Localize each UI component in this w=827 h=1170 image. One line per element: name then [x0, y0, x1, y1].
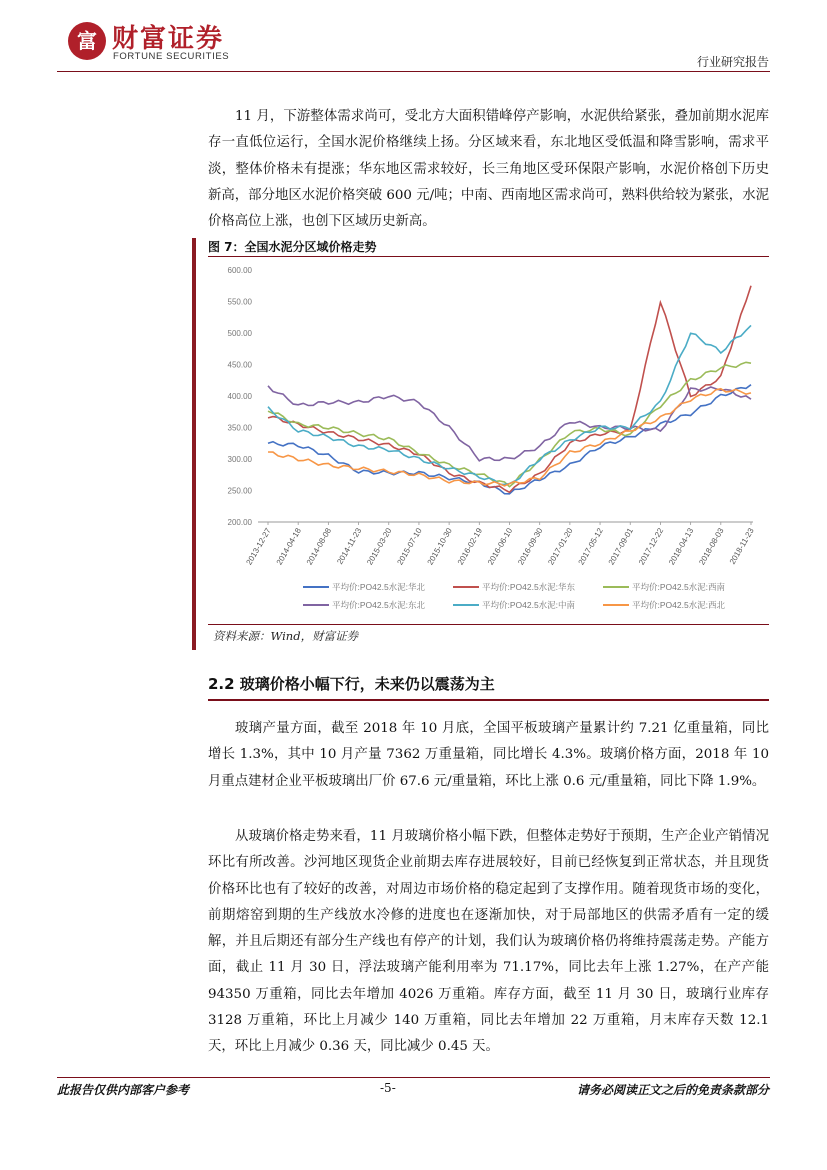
legend-label: 平均价:PO42.5水泥:西南: [632, 582, 726, 592]
paragraph-glass-output: 玻璃产量方面，截至 2018 年 10 月底，全国平板玻璃产量累计约 7.21 亿重量箱，同比增长 1.3%，其中 10 月产量 7362 万重量箱，同比增长 4.3%。玻璃价格方面，2018 年 10 月重点建材企业平板玻璃出厂价 67.6 元/重量箱，环比上涨 0.6 元/重量箱，同比下降 1.9%。: [208, 721, 769, 789]
y-tick-label: 300.00: [227, 455, 252, 464]
x-tick-label: 2018-08-03: [697, 526, 726, 567]
brand-name-cn: 财富证券: [112, 24, 225, 54]
footer-disclaimer-right: 请务必阅读正文之后的免责条款部分: [576, 1083, 769, 1097]
header-divider: [57, 71, 770, 72]
x-tick-label: 2016-09-30: [516, 526, 545, 567]
x-tick-label: 2015-10-30: [425, 526, 454, 567]
brand-name-en: FORTUNE SECURITIES: [113, 51, 230, 62]
y-tick-label: 250.00: [227, 486, 252, 496]
series-line: [268, 362, 751, 486]
chart-axes: [228, 266, 756, 566]
y-tick-label: 550.00: [227, 297, 252, 307]
x-tick-label: 2017-01-20: [546, 526, 575, 567]
legend-label: 平均价:PO42.5水泥:西北: [632, 600, 726, 610]
x-tick-label: 2017-09-01: [606, 526, 635, 567]
section-heading-rule: [208, 699, 769, 701]
x-tick-label: 2017-12-22: [636, 526, 666, 567]
x-tick-label: 2016-02-19: [455, 526, 485, 567]
page-number: -5-: [380, 1081, 396, 1095]
legend-label: 平均价:PO42.5水泥:华北: [332, 582, 426, 592]
x-tick-label: 2017-05-12: [576, 526, 605, 567]
report-type: 行业研究报告: [696, 55, 769, 69]
y-tick-label: 200.00: [227, 518, 252, 527]
footer-disclaimer-left: 此报告仅供内部客户参考: [57, 1083, 190, 1097]
brand-logo-mark: 富: [68, 22, 106, 60]
x-tick-label: 2014-08-08: [304, 526, 334, 567]
y-tick-label: 500.00: [227, 329, 252, 338]
cement-price-chart: [208, 262, 769, 622]
content-side-bar: [192, 238, 196, 650]
chart-lines: [268, 286, 751, 494]
legend-label: 平均价:PO42.5水泥:东北: [332, 600, 426, 610]
y-tick-label: 450.00: [227, 360, 252, 370]
chart-legend: [303, 582, 726, 610]
series-line: [268, 286, 751, 493]
figure-top-rule: [208, 256, 769, 257]
paragraph-cement: 11 月，下游整体需求尚可，受北方大面积错峰停产影响，水泥供给紧张，叠加前期水泥库存一直低位运行，全国水泥价格继续上扬。分区域来看，东北地区受低温和降雪影响，需求平淡，整体价格未有提涨；华东地区需求较好，长三角地区受环保限产影响，水泥价格创下历史新高，部分地区水泥价格突破 600 元/吨；中南、西南地区需求尚可，熟料供给较为紧张，水泥价格高位上涨，也创下区域历史新高。: [208, 109, 769, 230]
y-tick-label: 400.00: [227, 392, 252, 401]
footer-divider: [57, 1077, 770, 1078]
y-tick-label: 600.00: [227, 266, 252, 275]
paragraph-glass-price: 从玻璃价格走势来看，11 月玻璃价格小幅下跌，但整体走势好于预期，生产企业产销情况环比有所改善。沙河地区现货企业前期去库存进展较好，目前已经恢复到正常状态，并且现货价格环比也有了较好的改善，对周边市场价格的稳定起到了支撑作用。随着现货市场的变化，前期熔窑到期的生产线放水冷修的进度也在逐渐加快，对于局部地区的供需矛盾有一定的缓解，并且后期还有部分生产线也有停产的计划，我们认为玻璃价格仍将维持震荡走势。产能方面，截止 11 月 30 日，浮法玻璃产能利用率为 71.17%，同比去年上涨 1.27%，在产产能 94350 万重箱，同比去年增加 4026 万重箱。库存方面，截至 11 月 30 日，玻璃行业库存 3128 万重箱，环比上月减少 140 万重箱，同比去年增加 22 万重箱，月末库存天数 12.1 天，环比上月减少 0.36 天，同比减少 0.45 天。: [208, 829, 769, 1055]
figure-source: 资料来源：Wind，财富证券: [213, 629, 359, 643]
x-tick-label: 2015-07-10: [395, 526, 424, 567]
figure-bottom-rule: [208, 624, 769, 625]
figure-title: 图 7：全国水泥分区域价格走势: [208, 240, 377, 254]
x-tick-label: 2014-11-23: [335, 526, 364, 566]
x-tick-label: 2016-06-10: [485, 526, 515, 567]
series-line: [268, 389, 751, 486]
x-tick-label: 2018-04-13: [667, 526, 696, 567]
x-tick-label: 2015-03-20: [365, 526, 394, 567]
y-tick-label: 350.00: [227, 423, 252, 433]
x-tick-label: 2013-12-27: [244, 526, 273, 567]
x-tick-label: 2014-04-18: [274, 526, 303, 567]
legend-label: 平均价:PO42.5水泥:华东: [482, 582, 576, 592]
series-line: [268, 386, 751, 461]
section-heading: 2.2 玻璃价格小幅下行，未来仍以震荡为主: [208, 675, 495, 693]
legend-label: 平均价:PO42.5水泥:中南: [482, 600, 576, 610]
x-tick-label: 2018-11-23: [727, 526, 756, 566]
